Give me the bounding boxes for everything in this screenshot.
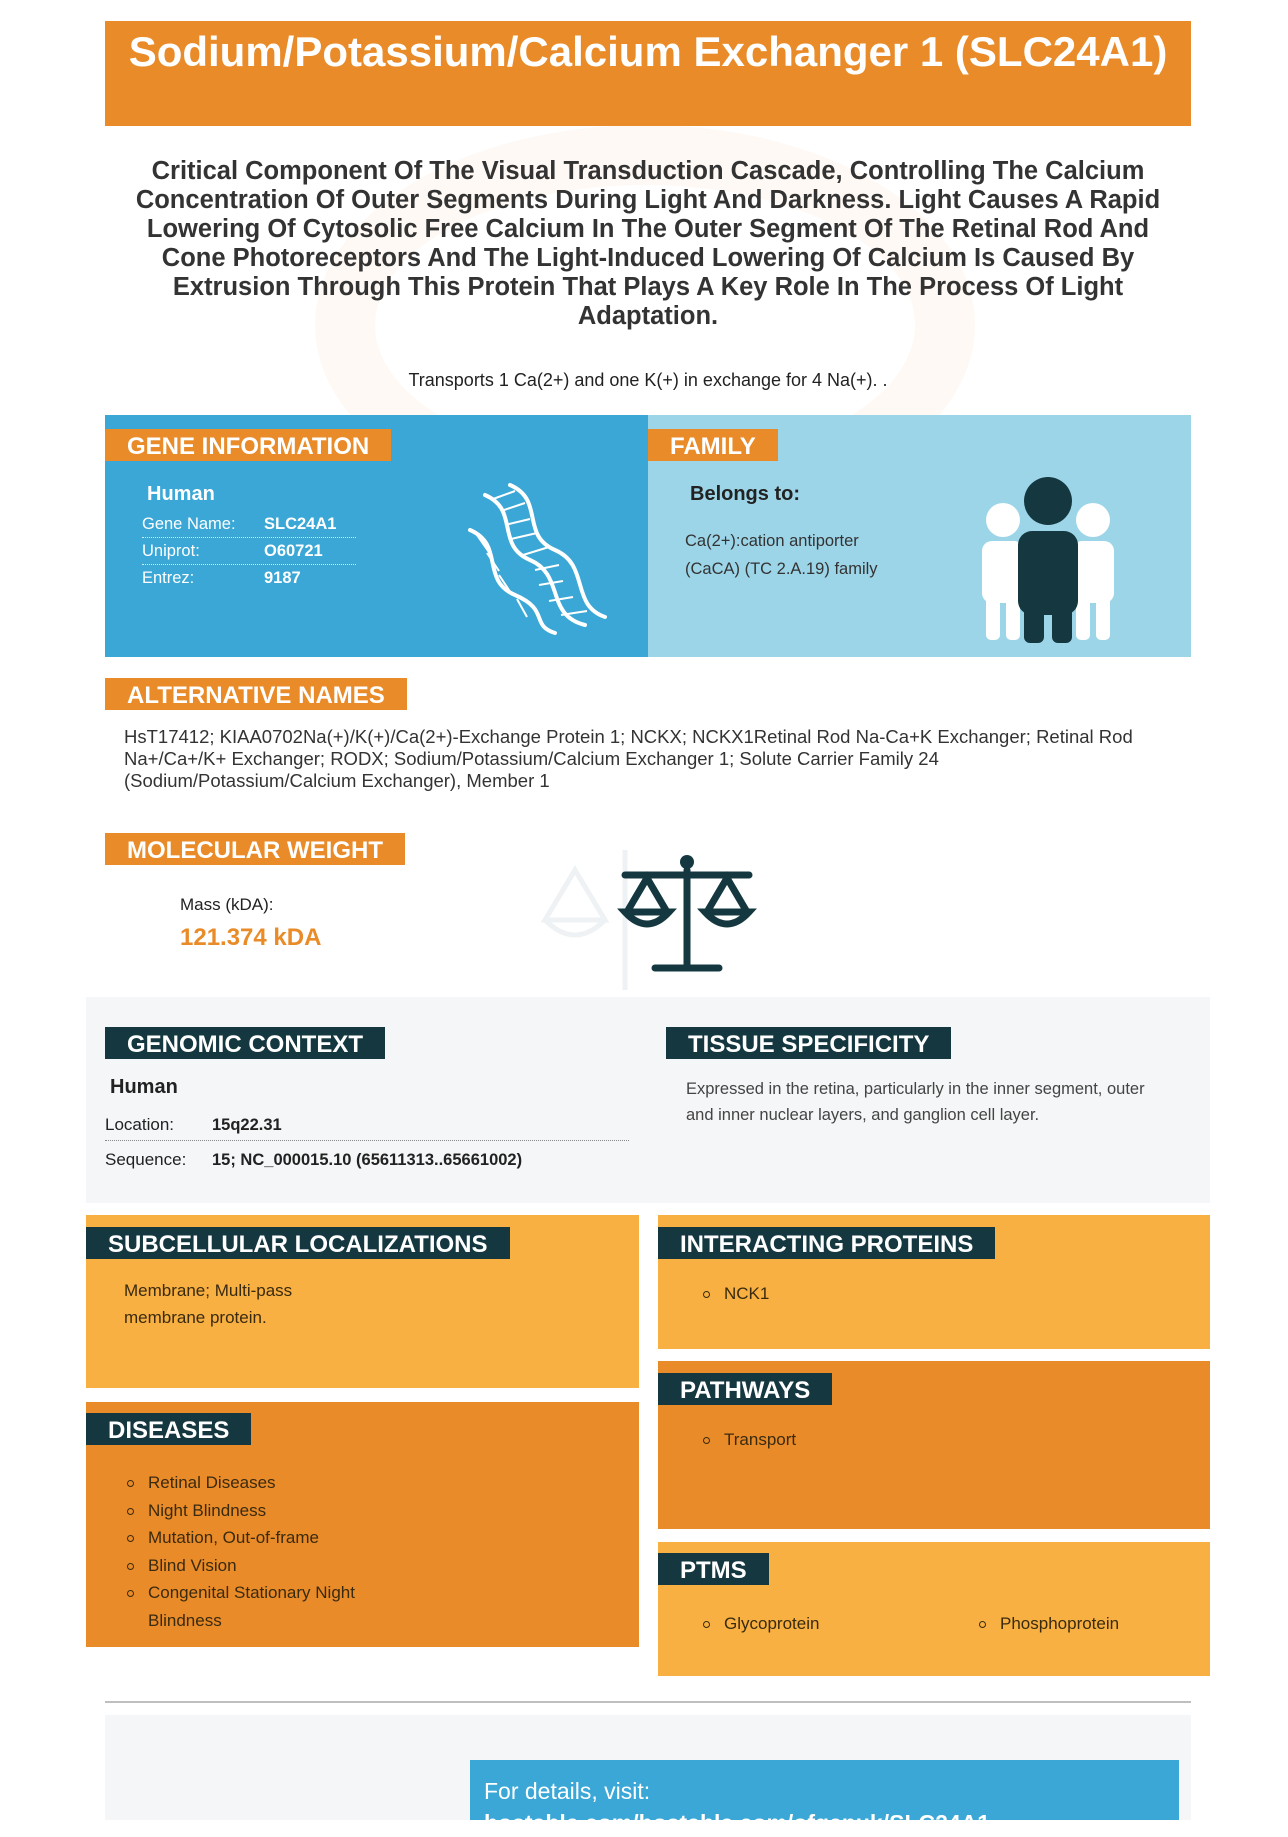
balance-scale-icon [535,840,765,1000]
interacting-proteins-heading: INTERACTING PROTEINS [658,1227,995,1259]
gene-name-row [142,511,356,538]
location-value: 15q22.31 [212,1116,282,1134]
ptms-heading: PTMS [658,1553,769,1585]
details-box[interactable] [470,1760,1179,1836]
disease-item: Night Blindness [124,1497,384,1525]
entrez-label: Entrez: [142,569,195,587]
tissue-specificity-text: Expressed in the retina, particularly in the inner segment, outer and inner nuclear layers, and ganglion cell layer. [686,1080,1145,1124]
page-title: Sodium/Potassium/Calcium Exchanger 1 (SLC24A1) [105,21,1191,126]
family-belongs-label: Belongs to: [690,483,800,505]
gene-information-heading: GENE INFORMATION [105,429,391,461]
pathways-list [700,1426,796,1454]
ptm-item: Phosphoprotein [976,1610,1119,1638]
disease-item: Congenital Stationary Night Blindness [124,1579,384,1634]
subcellular-heading: SUBCELLULAR LOCALIZATIONS [86,1227,510,1259]
mass-label: Mass (kDA): [180,895,274,914]
pathways-heading: PATHWAYS [658,1373,832,1405]
mass-value: 121.374 kDA [180,924,322,951]
diseases-list [124,1469,384,1634]
function-summary: Critical Component Of The Visual Transduction Cascade, Controlling The Calcium Concentration Of Outer Segments During Light And Darkness. Light Causes A Rapid Lowering Of Cytosolic Free Calcium In The Outer Segment Of The Retinal Rod And Cone Photoreceptors And The Light-Induced Lowering Of Calcium Is Caused By Extrusion Through This Protein That Plays A Key Role In The Process Of Light Adaptation. [135,157,1161,330]
molecular-weight-heading: MOLECULAR WEIGHT [105,833,405,865]
sequence-value: 15; NC_000015.10 (65611313..65661002) [212,1151,523,1169]
dna-icon [465,475,615,635]
family-text: Ca(2+):cation antiporter (CaCA) (TC 2.A.19) family [685,532,878,578]
gene-name-value: SLC24A1 [264,515,337,533]
entrez-value: 9187 [264,569,301,587]
transport-note: Transports 1 Ca(2+) and one K(+) in exchange for 4 Na(+). . [408,370,888,390]
details-link[interactable]: hostable.com/hostable.com/ofgenuk/SLC24A1 [484,1810,991,1836]
disease-item: Mutation, Out-of-frame [124,1524,384,1552]
alternative-names-heading: ALTERNATIVE NAMES [105,678,407,710]
tissue-specificity-heading: TISSUE SPECIFICITY [666,1027,951,1059]
disease-item: Blind Vision [124,1552,384,1580]
pathway-item: Transport [700,1426,796,1454]
diseases-heading: DISEASES [86,1413,251,1445]
interacting-protein-item: NCK1 [700,1280,769,1308]
alternative-names-text: HsT17412; KIAA0702Na(+)/K(+)/Ca(2+)-Exchange Protein 1; NCKX; NCKX1Retinal Rod Na-Ca+K Exchanger; Retinal Rod Na+/Ca+/K+ Exchanger; RODX; Sodium/Potassium/Calcium Exchanger 1; Solute Carrier Family 24 (Sodium/Potassium/Calcium Exchanger), Member 1 [124,726,1133,791]
uniprot-row [142,538,356,565]
uniprot-value: O60721 [264,542,323,560]
uniprot-label: Uniprot: [142,542,200,560]
footer-divider [105,1701,1191,1703]
sequence-row [105,1144,629,1176]
details-label: For details, visit: [484,1778,651,1804]
sequence-label: Sequence: [105,1150,187,1169]
family-heading: FAMILY [648,429,778,461]
ptms-list-right [976,1610,1119,1638]
gene-name-label: Gene Name: [142,515,236,533]
ptms-list-left [700,1610,819,1638]
subcellular-text: Membrane; Multi-pass membrane protein. [124,1281,293,1327]
entrez-row [142,565,356,592]
ptm-item: Glycoprotein [700,1610,819,1638]
genomic-context-heading: GENOMIC CONTEXT [105,1027,385,1059]
location-label: Location: [105,1115,174,1134]
disease-item: Retinal Diseases [124,1469,384,1497]
interacting-proteins-list [700,1280,769,1308]
people-group-icon [968,475,1128,645]
gene-species: Human [147,483,215,505]
genomic-species: Human [110,1076,178,1098]
location-row [105,1109,629,1141]
